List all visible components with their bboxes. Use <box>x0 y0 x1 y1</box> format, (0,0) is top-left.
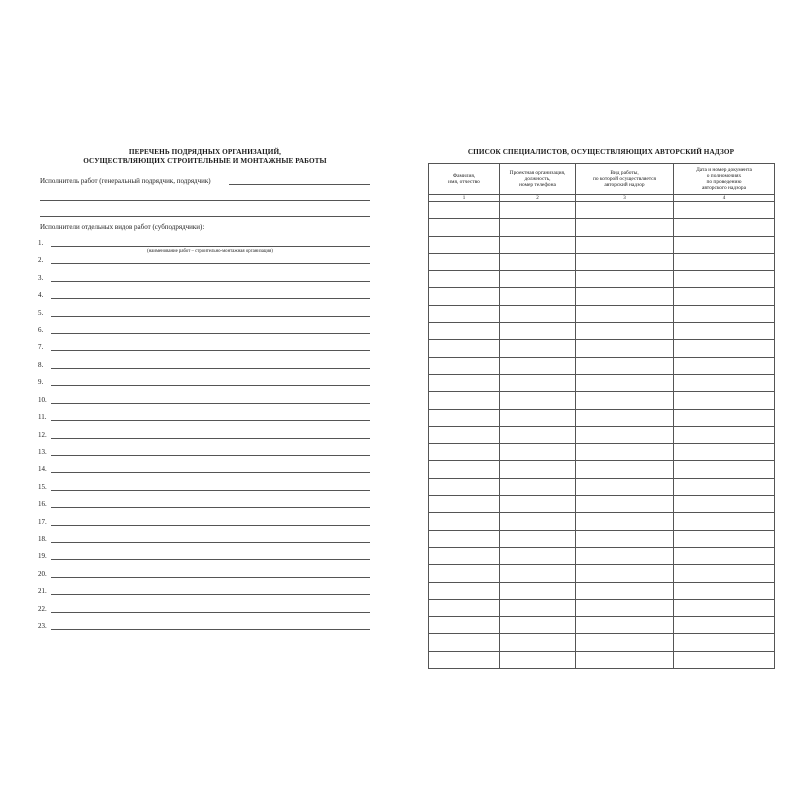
row-number: 17. <box>38 517 47 526</box>
column-header-organization: Проектная организация, должность, номер телефона <box>500 164 576 195</box>
contractors-title-line-2: ОСУЩЕСТВЛЯЮЩИХ СТРОИТЕЛЬНЫЕ И МОНТАЖНЫЕ РАБОТЫ <box>83 156 327 165</box>
table-row <box>429 617 775 634</box>
row-number: 23. <box>38 622 47 630</box>
table-cell[interactable] <box>429 461 500 478</box>
table-cell[interactable] <box>500 253 576 270</box>
table-cell[interactable] <box>429 271 500 288</box>
subcontractor-line[interactable] <box>51 281 370 282</box>
row-number: 8. <box>38 360 44 369</box>
table-cell[interactable] <box>674 409 775 426</box>
subcontractor-line[interactable] <box>51 368 370 369</box>
table-cell[interactable] <box>429 547 500 564</box>
table-row <box>429 496 775 513</box>
table-cell[interactable] <box>576 496 674 513</box>
table-cell[interactable] <box>429 219 500 236</box>
table-cell[interactable] <box>674 478 775 495</box>
table-cell[interactable] <box>500 271 576 288</box>
table-cell[interactable] <box>674 219 775 236</box>
table-cell[interactable] <box>429 634 500 651</box>
table-cell[interactable] <box>500 305 576 322</box>
table-row <box>429 426 775 443</box>
table-row <box>429 599 775 616</box>
table-cell[interactable] <box>429 288 500 305</box>
table-row <box>429 305 775 322</box>
table-row <box>429 478 775 495</box>
table-cell[interactable] <box>674 236 775 253</box>
table-cell[interactable] <box>429 478 500 495</box>
table-cell[interactable] <box>429 582 500 599</box>
subcontractor-line[interactable] <box>51 316 370 317</box>
table-cell[interactable] <box>576 599 674 616</box>
subcontractor-line[interactable] <box>51 298 370 299</box>
table-cell[interactable] <box>500 288 576 305</box>
table-cell[interactable] <box>429 444 500 461</box>
table-cell[interactable] <box>500 392 576 409</box>
table-cell[interactable] <box>674 271 775 288</box>
table-cell[interactable] <box>500 530 576 547</box>
table-row <box>429 461 775 478</box>
table-cell[interactable] <box>674 634 775 651</box>
subcontractor-line[interactable] <box>51 507 370 508</box>
table-cell[interactable] <box>674 323 775 340</box>
row-number: 18. <box>38 534 47 543</box>
table-cell[interactable] <box>576 461 674 478</box>
table-cell[interactable] <box>576 582 674 599</box>
table-cell[interactable] <box>576 426 674 443</box>
table-cell[interactable] <box>429 599 500 616</box>
table-row <box>429 547 775 564</box>
subcontractor-line[interactable] <box>51 350 370 351</box>
table-cell[interactable] <box>500 374 576 391</box>
subcontractor-line[interactable] <box>51 577 370 578</box>
table-row <box>429 444 775 461</box>
row-number: 5. <box>38 308 44 317</box>
table-row <box>429 651 775 668</box>
column-number-row <box>429 195 775 202</box>
table-row <box>429 323 775 340</box>
table-cell[interactable] <box>674 651 775 668</box>
table-cell[interactable] <box>674 374 775 391</box>
table-cell[interactable] <box>674 582 775 599</box>
table-cell[interactable] <box>429 253 500 270</box>
specialists-table <box>428 163 775 669</box>
table-cell[interactable] <box>500 340 576 357</box>
contractors-title <box>40 148 370 165</box>
row-number: 11. <box>38 413 47 422</box>
table-cell[interactable] <box>576 340 674 357</box>
table-cell[interactable] <box>500 478 576 495</box>
row-number: 22. <box>38 604 47 613</box>
table-cell[interactable] <box>674 340 775 357</box>
column-number: 2 <box>500 195 576 202</box>
table-cell[interactable] <box>674 444 775 461</box>
table-cell[interactable] <box>500 323 576 340</box>
table-cell[interactable] <box>500 461 576 478</box>
table-cell[interactable] <box>674 461 775 478</box>
table-cell[interactable] <box>576 651 674 668</box>
table-row <box>429 513 775 530</box>
table-row <box>429 582 775 599</box>
row-number: 2. <box>38 256 44 265</box>
table-cell[interactable] <box>500 651 576 668</box>
subcontractor-line[interactable] <box>51 612 370 613</box>
table-cell[interactable] <box>500 582 576 599</box>
table-cell[interactable] <box>674 392 775 409</box>
row-number: 3. <box>38 273 44 282</box>
column-number: 1 <box>429 195 500 202</box>
subcontractor-line[interactable] <box>51 333 370 334</box>
table-cell[interactable] <box>576 288 674 305</box>
general-contractor-line-2[interactable] <box>40 200 370 201</box>
table-cell[interactable] <box>429 357 500 374</box>
column-header-work-type: Вид работы, по которой осуществляется авторский надзор <box>576 164 674 195</box>
subcontractor-line[interactable] <box>51 403 370 404</box>
table-cell[interactable] <box>576 202 674 219</box>
table-cell[interactable] <box>674 547 775 564</box>
table-cell[interactable] <box>500 496 576 513</box>
table-cell[interactable] <box>429 651 500 668</box>
table-row <box>429 530 775 547</box>
table-cell[interactable] <box>500 513 576 530</box>
general-contractor-line[interactable] <box>229 184 370 185</box>
table-cell[interactable] <box>429 513 500 530</box>
table-cell[interactable] <box>576 305 674 322</box>
subcontractor-line[interactable] <box>51 594 370 595</box>
specialists-title: СПИСОК СПЕЦИАЛИСТОВ, ОСУЩЕСТВЛЯЮЩИХ АВТОРСКИЙ НАДЗОР <box>467 148 735 156</box>
subcontractor-line[interactable] <box>51 263 370 264</box>
table-cell[interactable] <box>500 409 576 426</box>
table-cell[interactable] <box>674 202 775 219</box>
table-cell[interactable] <box>674 288 775 305</box>
subcontractor-line[interactable] <box>51 472 370 473</box>
table-cell[interactable] <box>429 530 500 547</box>
table-row <box>429 565 775 582</box>
row-hint: (наименование работ – строительно-монтажная организация) <box>147 249 273 254</box>
table-cell[interactable] <box>576 617 674 634</box>
table-cell[interactable] <box>429 496 500 513</box>
table-cell[interactable] <box>500 617 576 634</box>
table-cell[interactable] <box>500 219 576 236</box>
table-cell[interactable] <box>576 219 674 236</box>
table-row <box>429 236 775 253</box>
subcontractor-line[interactable] <box>51 385 370 386</box>
table-cell[interactable] <box>576 271 674 288</box>
row-number: 16. <box>38 500 47 509</box>
row-number: 10. <box>38 395 47 404</box>
table-cell[interactable] <box>500 236 576 253</box>
table-cell[interactable] <box>500 426 576 443</box>
table-cell[interactable] <box>576 392 674 409</box>
subcontractor-line[interactable] <box>51 438 370 439</box>
table-cell[interactable] <box>429 374 500 391</box>
table-cell[interactable] <box>576 236 674 253</box>
table-cell[interactable] <box>674 305 775 322</box>
column-number: 3 <box>576 195 674 202</box>
column-number: 4 <box>674 195 775 202</box>
table-cell[interactable] <box>576 478 674 495</box>
table-cell[interactable] <box>500 599 576 616</box>
row-number: 4. <box>38 291 44 300</box>
table-cell[interactable] <box>429 392 500 409</box>
subcontractors-label: Исполнители отдельных видов работ (субподрядчики): <box>40 223 205 231</box>
table-row <box>429 409 775 426</box>
general-contractor-label: Исполнитель работ (генеральный подрядчик, подрядчик) <box>40 177 211 185</box>
subcontractor-line[interactable] <box>51 490 370 491</box>
subcontractor-line[interactable] <box>51 525 370 526</box>
table-cell[interactable] <box>674 565 775 582</box>
table-row <box>429 253 775 270</box>
table-cell[interactable] <box>576 634 674 651</box>
row-number: 6. <box>38 326 44 335</box>
table-row <box>429 340 775 357</box>
table-body <box>429 202 775 669</box>
table-header-row <box>429 164 775 195</box>
table-cell[interactable] <box>674 617 775 634</box>
table-cell[interactable] <box>576 513 674 530</box>
table-cell[interactable] <box>576 530 674 547</box>
column-header-name: Фамилия, имя, отчество <box>429 164 500 195</box>
table-cell[interactable] <box>576 323 674 340</box>
table-cell[interactable] <box>500 547 576 564</box>
table-cell[interactable] <box>429 340 500 357</box>
table-cell[interactable] <box>500 565 576 582</box>
row-number: 21. <box>38 587 47 596</box>
table-cell[interactable] <box>500 357 576 374</box>
table-row <box>429 392 775 409</box>
table-cell[interactable] <box>576 357 674 374</box>
table-cell[interactable] <box>500 444 576 461</box>
row-number: 9. <box>38 378 44 387</box>
subcontractor-line[interactable] <box>51 246 370 247</box>
table-cell[interactable] <box>429 202 500 219</box>
table-row <box>429 374 775 391</box>
table-cell[interactable] <box>674 513 775 530</box>
table-cell[interactable] <box>674 253 775 270</box>
table-cell[interactable] <box>429 617 500 634</box>
row-number: 20. <box>38 569 47 578</box>
subcontractor-line[interactable] <box>51 559 370 560</box>
table-cell[interactable] <box>500 634 576 651</box>
row-number: 14. <box>38 465 47 474</box>
subcontractor-line[interactable] <box>51 542 370 543</box>
table-cell[interactable] <box>576 409 674 426</box>
row-number: 7. <box>38 343 44 352</box>
column-header-document: Дата и номер документа о полномочиях по проведению авторского надзора <box>674 164 775 195</box>
table-cell[interactable] <box>429 236 500 253</box>
table-cell[interactable] <box>674 426 775 443</box>
table-row <box>429 634 775 651</box>
table-cell[interactable] <box>576 444 674 461</box>
row-number: 15. <box>38 482 47 491</box>
table-cell[interactable] <box>429 305 500 322</box>
table-cell[interactable] <box>576 253 674 270</box>
row-number: 12. <box>38 430 47 439</box>
contractors-title-line-1: ПЕРЕЧЕНЬ ПОДРЯДНЫХ ОРГАНИЗАЦИЙ, <box>128 148 282 156</box>
table-cell[interactable] <box>674 357 775 374</box>
table-cell[interactable] <box>576 565 674 582</box>
row-number: 1. <box>38 239 44 247</box>
table-cell[interactable] <box>429 565 500 582</box>
table-cell[interactable] <box>429 323 500 340</box>
subcontractor-line[interactable] <box>51 420 370 421</box>
general-contractor-line-3[interactable] <box>40 216 370 217</box>
row-number: 13. <box>38 447 47 456</box>
table-cell[interactable] <box>576 374 674 391</box>
table-cell[interactable] <box>429 409 500 426</box>
table-row <box>429 288 775 305</box>
table-row <box>429 202 775 219</box>
row-number: 19. <box>38 552 47 561</box>
subcontractor-line[interactable] <box>51 455 370 456</box>
table-row <box>429 219 775 236</box>
table-row <box>429 271 775 288</box>
table-cell[interactable] <box>429 426 500 443</box>
subcontractor-line[interactable] <box>51 629 370 630</box>
table-row <box>429 357 775 374</box>
table-cell[interactable] <box>674 530 775 547</box>
table-cell[interactable] <box>674 496 775 513</box>
right-page <box>400 0 800 800</box>
table-cell[interactable] <box>674 599 775 616</box>
table-cell[interactable] <box>576 547 674 564</box>
table-cell[interactable] <box>500 202 576 219</box>
